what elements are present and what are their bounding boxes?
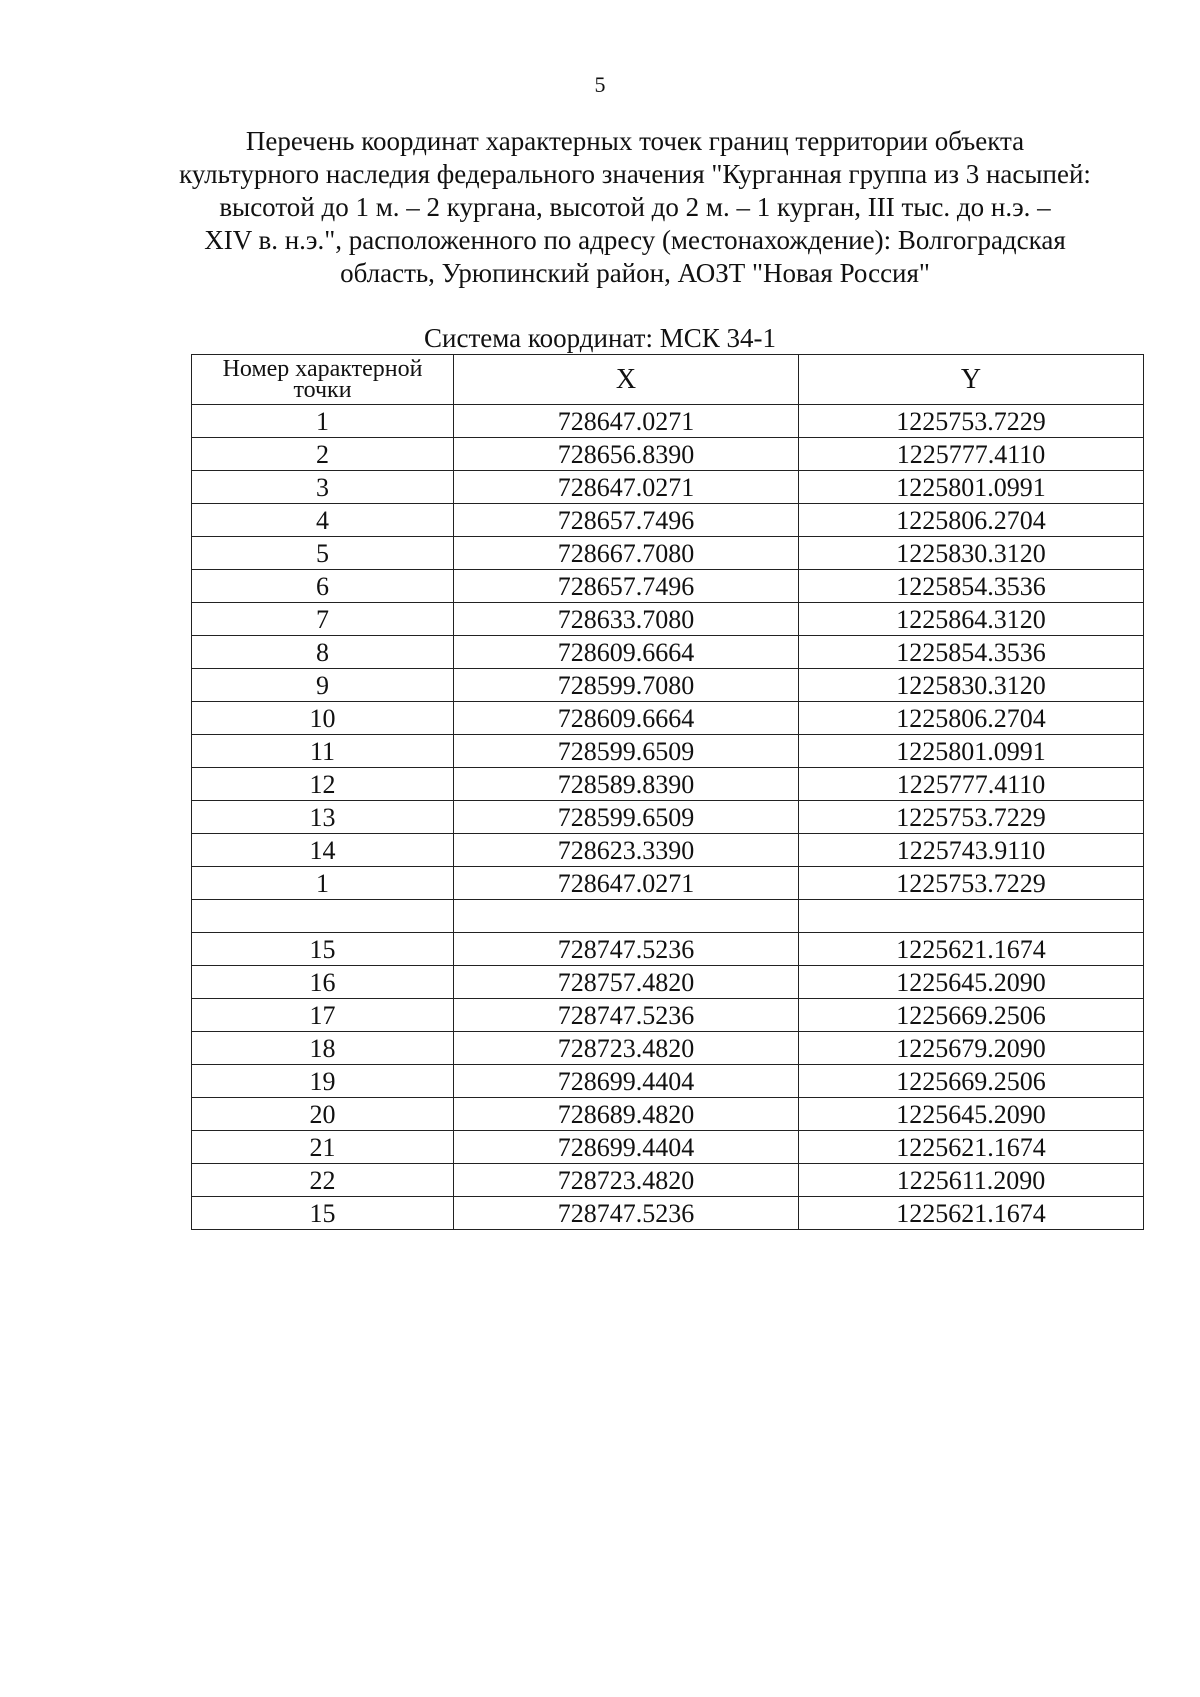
table-row — [192, 900, 1144, 933]
y-coordinate-cell: 1225854.3536 — [799, 636, 1144, 669]
table-row — [192, 999, 1144, 1032]
point-number-cell: 13 — [192, 801, 454, 834]
x-coordinate-cell: 728747.5236 — [454, 1197, 799, 1230]
x-coordinate-cell: 728599.6509 — [454, 801, 799, 834]
coordinates-table — [191, 354, 1144, 1230]
table-row — [192, 735, 1144, 768]
table-row — [192, 1065, 1144, 1098]
y-coordinate-cell: 1225621.1674 — [799, 1197, 1144, 1230]
x-coordinate-cell: 728609.6664 — [454, 702, 799, 735]
x-coordinate-cell: 728699.4404 — [454, 1065, 799, 1098]
point-number-cell: 21 — [192, 1131, 454, 1164]
point-number-cell: 15 — [192, 933, 454, 966]
table-row — [192, 801, 1144, 834]
x-coordinate-cell: 728747.5236 — [454, 933, 799, 966]
header-y: Y — [799, 355, 1144, 405]
point-number-cell: 9 — [192, 669, 454, 702]
table-row — [192, 570, 1144, 603]
y-coordinate-cell: 1225611.2090 — [799, 1164, 1144, 1197]
x-coordinate-cell: 728757.4820 — [454, 966, 799, 999]
y-coordinate-cell: 1225621.1674 — [799, 933, 1144, 966]
point-number-cell: 16 — [192, 966, 454, 999]
y-coordinate-cell: 1225743.9110 — [799, 834, 1144, 867]
table-row — [192, 603, 1144, 636]
table-row — [192, 768, 1144, 801]
y-coordinate-cell: 1225806.2704 — [799, 504, 1144, 537]
y-coordinate-cell: 1225669.2506 — [799, 1065, 1144, 1098]
x-coordinate-cell: 728599.6509 — [454, 735, 799, 768]
x-coordinate-cell: 728689.4820 — [454, 1098, 799, 1131]
x-coordinate-cell: 728723.4820 — [454, 1164, 799, 1197]
point-number-cell: 18 — [192, 1032, 454, 1065]
table-row — [192, 867, 1144, 900]
y-coordinate-cell: 1225854.3536 — [799, 570, 1144, 603]
table-row — [192, 471, 1144, 504]
y-coordinate-cell: 1225830.3120 — [799, 537, 1144, 570]
point-number-cell: 1 — [192, 405, 454, 438]
point-number-cell: 12 — [192, 768, 454, 801]
point-number-cell: 6 — [192, 570, 454, 603]
table-row — [192, 1098, 1144, 1131]
table-header-row — [192, 355, 1144, 405]
table-row — [192, 438, 1144, 471]
point-number-cell — [192, 900, 454, 933]
point-number-cell: 17 — [192, 999, 454, 1032]
y-coordinate-cell: 1225753.7229 — [799, 867, 1144, 900]
y-coordinate-cell: 1225621.1674 — [799, 1131, 1144, 1164]
x-coordinate-cell: 728647.0271 — [454, 867, 799, 900]
y-coordinate-cell: 1225801.0991 — [799, 735, 1144, 768]
table-row — [192, 702, 1144, 735]
point-number-cell: 22 — [192, 1164, 454, 1197]
x-coordinate-cell: 728599.7080 — [454, 669, 799, 702]
table-row — [192, 1197, 1144, 1230]
header-point-number: Номер характерной точки — [192, 355, 454, 405]
y-coordinate-cell: 1225645.2090 — [799, 966, 1144, 999]
table-body — [192, 405, 1144, 1230]
y-coordinate-cell: 1225777.4110 — [799, 438, 1144, 471]
y-coordinate-cell: 1225645.2090 — [799, 1098, 1144, 1131]
table-row — [192, 1131, 1144, 1164]
point-number-cell: 3 — [192, 471, 454, 504]
x-coordinate-cell: 728589.8390 — [454, 768, 799, 801]
x-coordinate-cell: 728747.5236 — [454, 999, 799, 1032]
x-coordinate-cell: 728657.7496 — [454, 504, 799, 537]
y-coordinate-cell: 1225753.7229 — [799, 801, 1144, 834]
x-coordinate-cell: 728633.7080 — [454, 603, 799, 636]
point-number-cell: 2 — [192, 438, 454, 471]
title-line: XIV в. н.э.", расположенного по адресу (местонахождение): Волгоградская — [204, 225, 1066, 255]
x-coordinate-cell — [454, 900, 799, 933]
y-coordinate-cell: 1225753.7229 — [799, 405, 1144, 438]
x-coordinate-cell: 728647.0271 — [454, 471, 799, 504]
point-number-cell: 15 — [192, 1197, 454, 1230]
document-title — [175, 125, 1095, 290]
point-number-cell: 1 — [192, 867, 454, 900]
x-coordinate-cell: 728699.4404 — [454, 1131, 799, 1164]
y-coordinate-cell: 1225806.2704 — [799, 702, 1144, 735]
table-row — [192, 405, 1144, 438]
y-coordinate-cell: 1225830.3120 — [799, 669, 1144, 702]
y-coordinate-cell — [799, 900, 1144, 933]
y-coordinate-cell: 1225777.4110 — [799, 768, 1144, 801]
x-coordinate-cell: 728723.4820 — [454, 1032, 799, 1065]
y-coordinate-cell: 1225864.3120 — [799, 603, 1144, 636]
point-number-cell: 4 — [192, 504, 454, 537]
title-line: высотой до 1 м. – 2 кургана, высотой до 2 м. – 1 курган, III тыс. до н.э. – — [219, 192, 1051, 222]
table-row — [192, 537, 1144, 570]
point-number-cell: 8 — [192, 636, 454, 669]
y-coordinate-cell: 1225669.2506 — [799, 999, 1144, 1032]
table-row — [192, 933, 1144, 966]
table-row — [192, 1164, 1144, 1197]
x-coordinate-cell: 728657.7496 — [454, 570, 799, 603]
point-number-cell: 11 — [192, 735, 454, 768]
x-coordinate-cell: 728656.8390 — [454, 438, 799, 471]
x-coordinate-cell: 728609.6664 — [454, 636, 799, 669]
x-coordinate-cell: 728667.7080 — [454, 537, 799, 570]
table-row — [192, 834, 1144, 867]
table-row — [192, 669, 1144, 702]
point-number-cell: 19 — [192, 1065, 454, 1098]
table-row — [192, 636, 1144, 669]
point-number-cell: 5 — [192, 537, 454, 570]
table-row — [192, 1032, 1144, 1065]
table-row — [192, 504, 1144, 537]
x-coordinate-cell: 728647.0271 — [454, 405, 799, 438]
point-number-cell: 7 — [192, 603, 454, 636]
point-number-cell: 14 — [192, 834, 454, 867]
title-line: область, Урюпинский район, АОЗТ "Новая Россия" — [340, 258, 930, 288]
y-coordinate-cell: 1225679.2090 — [799, 1032, 1144, 1065]
page-number: 5 — [594, 72, 606, 97]
coordinate-system-caption: Система координат: МСК 34-1 — [424, 323, 776, 353]
x-coordinate-cell: 728623.3390 — [454, 834, 799, 867]
y-coordinate-cell: 1225801.0991 — [799, 471, 1144, 504]
point-number-cell: 10 — [192, 702, 454, 735]
title-line: Перечень координат характерных точек границ территории объекта — [245, 126, 1025, 156]
title-line: культурного наследия федерального значения "Курганная группа из 3 насыпей: — [179, 159, 1091, 189]
point-number-cell: 20 — [192, 1098, 454, 1131]
header-x: X — [454, 355, 799, 405]
table-row — [192, 966, 1144, 999]
